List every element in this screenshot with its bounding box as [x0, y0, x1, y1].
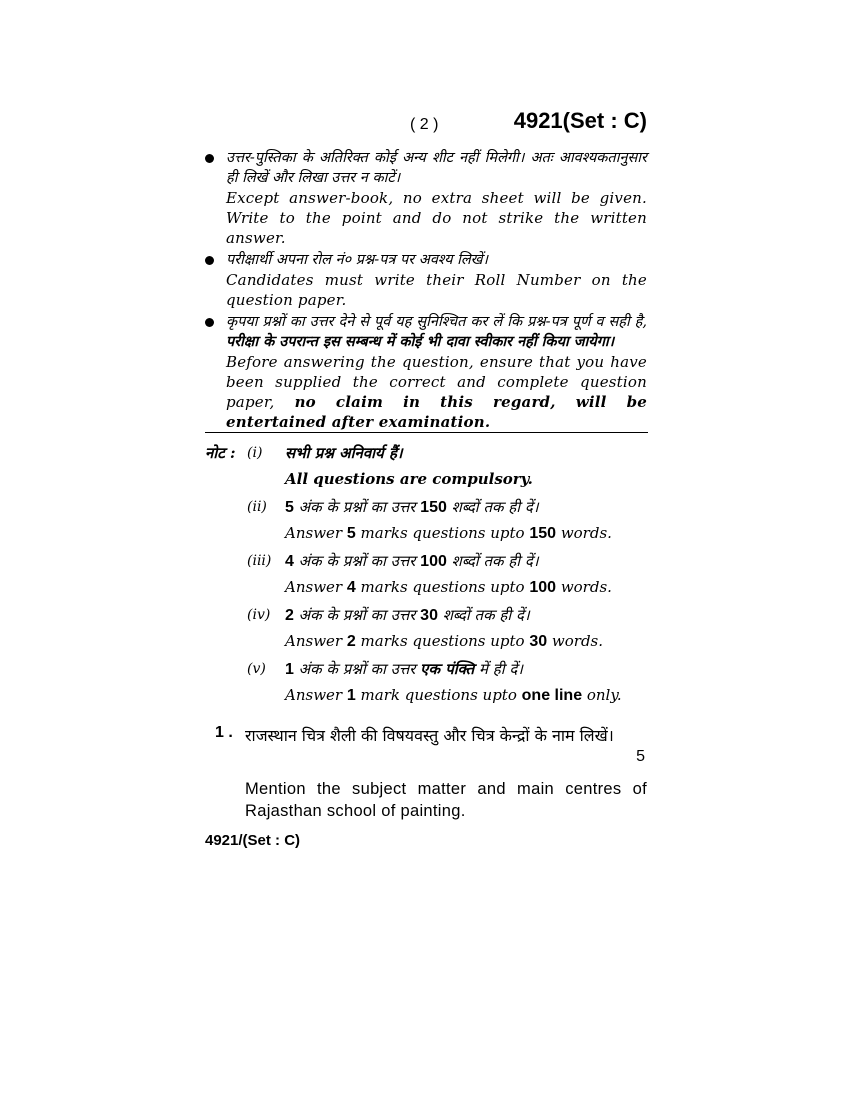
note-hindi — [285, 551, 539, 571]
note-value: 2 — [346, 633, 356, 650]
note-value: 5 — [285, 499, 294, 516]
note-number: (iv) — [247, 607, 271, 623]
note-section — [205, 440, 650, 710]
note-text-bold: one line — [521, 687, 583, 704]
note-row — [205, 575, 650, 602]
note-text-part: अंक के प्रश्नों का उत्तर — [293, 606, 421, 624]
note-english — [285, 686, 622, 705]
note-hindi — [285, 497, 539, 517]
note-text-part: words. — [556, 524, 612, 542]
note-text-part: words. — [556, 578, 612, 596]
note-number: (iii) — [247, 553, 272, 569]
note-row — [205, 683, 650, 710]
instruction-item — [205, 148, 647, 248]
note-text-part: अंक के प्रश्नों का उत्तर — [293, 660, 421, 678]
note-text-part: शब्दों तक ही दें। — [446, 552, 539, 570]
note-hindi — [285, 605, 530, 625]
note-value: 1 — [285, 661, 294, 678]
note-row — [205, 440, 650, 467]
note-number: (i) — [247, 445, 263, 461]
note-hindi — [285, 659, 523, 679]
note-text-part: Answer — [285, 686, 347, 704]
page-header — [205, 108, 647, 140]
note-value: 5 — [346, 525, 356, 542]
question-english: Mention the subject matter and main centres of Rajasthan school of painting. — [245, 780, 647, 820]
note-english — [285, 578, 612, 597]
note-number: (v) — [247, 661, 266, 677]
note-text-part: marks questions upto — [355, 524, 530, 542]
note-row — [205, 602, 650, 629]
note-text-part: only. — [582, 686, 622, 704]
note-english: All questions are compulsory. — [285, 470, 533, 488]
question-number: 1 . — [215, 724, 233, 741]
note-text-part: Answer — [285, 578, 347, 596]
note-text-part: mark questions upto — [355, 686, 522, 704]
note-value: 150 — [420, 499, 447, 516]
note-value: 2 — [285, 607, 294, 624]
set-code: 4921(Set : C) — [513, 108, 647, 133]
note-value: 4 — [346, 579, 356, 596]
note-label: नोट : — [205, 444, 236, 462]
note-row — [205, 548, 650, 575]
instruction-english-text: Before answering the question, ensure that you have been supplied the correct and complete question paper, — [226, 353, 647, 411]
note-row — [205, 656, 650, 683]
instruction-hindi-bold: परीक्षा के उपरान्त इस सम्बन्ध में कोई भी दावा स्वीकार नहीं किया जायेगा। — [226, 333, 615, 350]
instruction-hindi — [226, 312, 647, 352]
note-row — [205, 467, 650, 494]
note-value: 1 — [346, 687, 356, 704]
note-value: 150 — [529, 525, 557, 542]
note-text-part: Answer — [285, 524, 347, 542]
note-text-bold: एक पंक्ति — [420, 660, 475, 678]
bullet-icon — [205, 256, 214, 265]
note-value: 100 — [420, 553, 447, 570]
instruction-hindi: उत्तर-पुस्तिका के अतिरिक्त कोई अन्य शीट नहीं मिलेगी। अतः आवश्यकतानुसार ही लिखें और लिखा उत्तर न काटें। — [226, 150, 647, 186]
instruction-english-bold: no claim in this regard, will be entertained after examination. — [226, 393, 647, 431]
divider — [205, 432, 648, 433]
instruction-english: Candidates must write their Roll Number on the question paper. — [226, 271, 647, 309]
instruction-item — [205, 250, 647, 310]
question-marks: 5 — [636, 748, 645, 765]
note-number: (ii) — [247, 499, 267, 515]
note-english — [285, 524, 612, 543]
note-text-part: words. — [547, 632, 604, 650]
note-english — [285, 632, 603, 651]
bullet-icon — [205, 318, 214, 327]
bullet-icon — [205, 154, 214, 163]
instructions-list — [205, 148, 647, 434]
note-text-part: marks questions upto — [355, 632, 530, 650]
question-hindi: राजस्थान चित्र शैली की विषयवस्तु और चित्र केन्द्रों के नाम लिखें। — [245, 726, 614, 745]
note-row — [205, 521, 650, 548]
instruction-hindi-text: कृपया प्रश्नों का उत्तर देने से पूर्व यह सुनिश्चित कर लें कि प्रश्न-पत्र पूर्ण व सही है, — [226, 314, 647, 330]
footer-code: 4921/(Set : C) — [205, 832, 301, 849]
page-number: ( 2 ) — [410, 116, 439, 133]
instruction-hindi: परीक्षार्थी अपना रोल नं० प्रश्न-पत्र पर अवश्य लिखें। — [226, 252, 489, 268]
note-value: 100 — [529, 579, 557, 596]
note-value: 30 — [420, 607, 438, 624]
note-hindi: सभी प्रश्न अनिवार्य हैं। — [285, 444, 403, 462]
note-text-part: शब्दों तक ही दें। — [437, 606, 530, 624]
note-text-part: में ही दें। — [474, 660, 523, 678]
note-value: 4 — [285, 553, 294, 570]
instruction-item — [205, 312, 647, 432]
note-text-part: Answer — [285, 632, 347, 650]
note-text-part: अंक के प्रश्नों का उत्तर — [293, 552, 421, 570]
instruction-english — [226, 352, 647, 432]
note-row — [205, 629, 650, 656]
note-text-part: marks questions upto — [355, 578, 530, 596]
note-row — [205, 494, 650, 521]
note-value: 30 — [529, 633, 548, 650]
note-text-part: अंक के प्रश्नों का उत्तर — [293, 498, 421, 516]
note-text-part: शब्दों तक ही दें। — [446, 498, 539, 516]
instruction-english: Except answer-book, no extra sheet will be given. Write to the point and do not strike the written answer. — [226, 189, 647, 247]
